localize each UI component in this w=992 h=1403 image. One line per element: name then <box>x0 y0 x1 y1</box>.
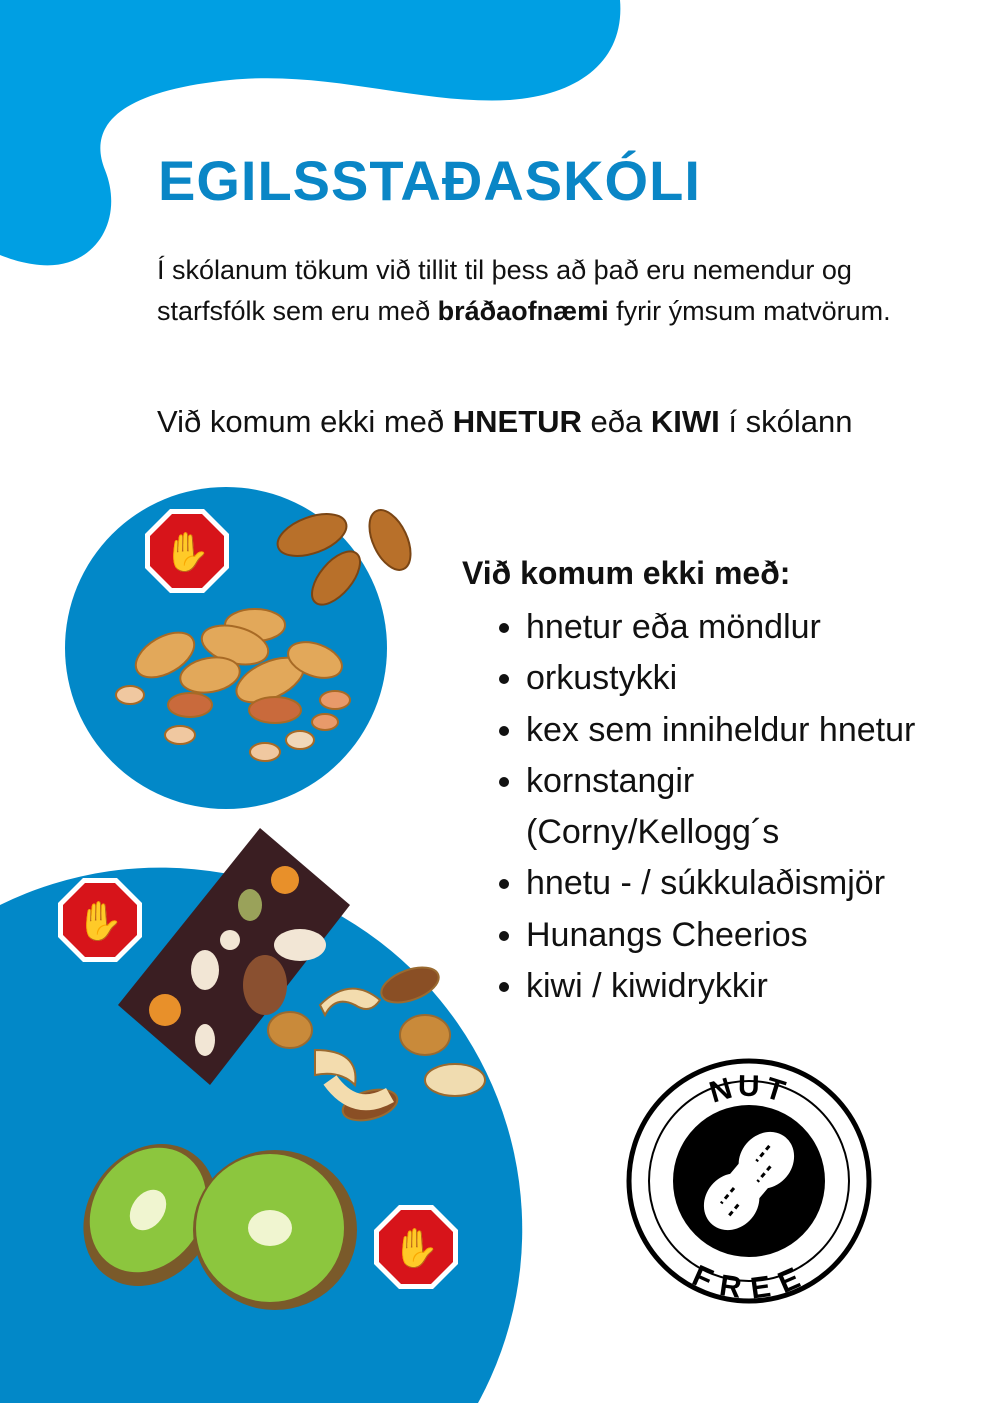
intro-bold: bráðaofnæmi <box>437 296 609 326</box>
stop-sign-3 <box>374 1205 458 1289</box>
list-item: • hnetu - / súkkulaðismjör <box>526 858 992 909</box>
badge-bottom-text: FREE <box>687 1259 811 1306</box>
forbidden-items-list <box>480 602 992 1012</box>
statement-text: Við komum ekki með <box>157 404 453 439</box>
list-item: • kornstangir (Corny/Kellogg´s <box>526 756 846 859</box>
top-blue-blob <box>0 0 620 265</box>
list-heading: Við komum ekki með: <box>462 555 791 591</box>
statement-bold-nuts: HNETUR <box>452 404 582 439</box>
list-item: • kex sem inniheldur hnetur <box>526 705 992 756</box>
list-item: • Hunangs Cheerios <box>526 910 992 961</box>
stop-hand-icon: ✋ <box>76 901 124 943</box>
list-item: • kiwi / kiwidrykkir <box>526 961 992 1012</box>
nut-free-badge <box>624 1056 874 1306</box>
statement-text: í skólann <box>719 404 853 439</box>
intro-text-end: fyrir ýmsum matvörum. <box>608 296 891 326</box>
statement-text: eða <box>581 404 651 439</box>
badge-top-text: NUT <box>705 1069 793 1110</box>
intro-paragraph <box>157 250 917 332</box>
page-title: EGILSSTAÐASKÓLI <box>158 149 701 212</box>
stop-sign-2 <box>58 878 142 962</box>
list-item: • hnetur eða möndlur <box>526 602 992 653</box>
stop-sign-1 <box>145 509 229 593</box>
svg-text:NUT <box>706 1070 793 1110</box>
statement-bold-kiwi: KIWI <box>650 404 720 439</box>
statement <box>157 404 852 440</box>
list-item: • orkustykki <box>526 653 992 704</box>
stop-hand-icon: ✋ <box>392 1228 440 1270</box>
intro-text: Í skólanum tökum við tillit til þess að það eru nemendur og starfsfólk sem eru með <box>157 255 852 326</box>
stop-hand-icon: ✋ <box>163 532 211 574</box>
